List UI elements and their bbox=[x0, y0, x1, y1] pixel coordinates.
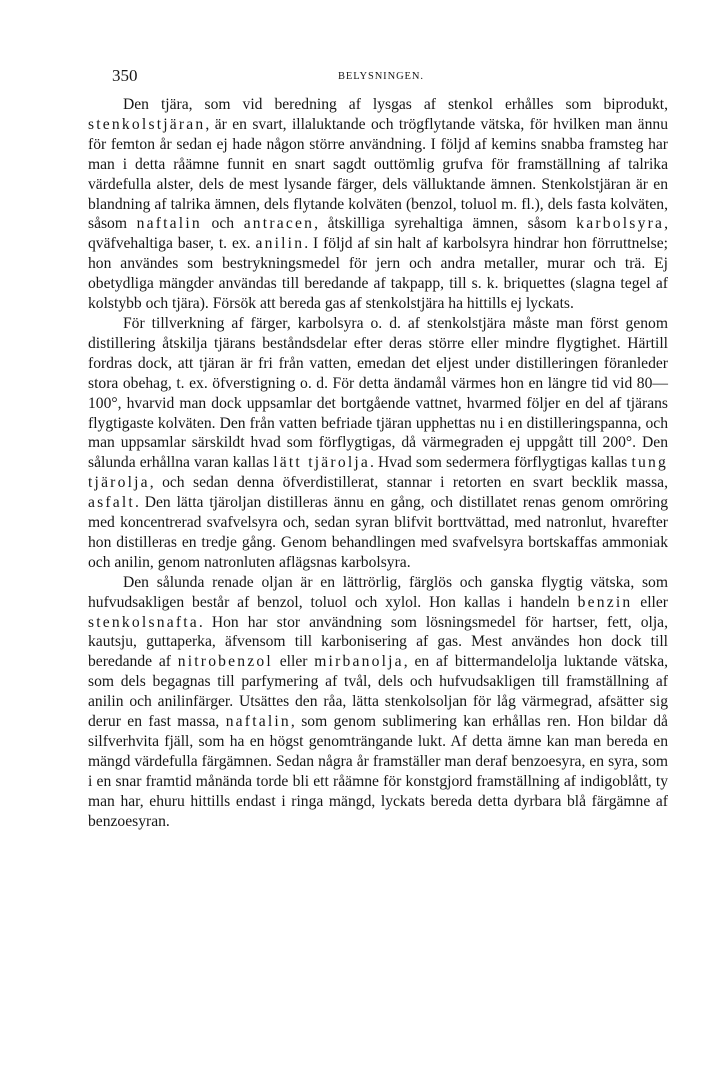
body-text bbox=[88, 95, 668, 832]
page-number: 350 bbox=[112, 66, 138, 85]
running-head bbox=[88, 66, 668, 88]
text-run: . Hon har stor användning som lösningsmedel för hartser, fett, olja, kautsju, guttaperka, äfvensom till karbonisering af gas. Mest användes hon dock till beredande af bbox=[88, 613, 668, 671]
text-run: , och sedan denna öfverdistillerat, stannar i retorten en svart becklik massa, bbox=[149, 474, 668, 492]
text-run: , åtskilliga syrehaltiga ämnen, såsom bbox=[314, 215, 577, 233]
text-run: , som genom sublimering kan erhållas ren. Hon bildar då silfverhvita fjäll, som ha en högst genomträngande lukt. Af detta ämne kan man bereda en mängd värdefulla färgämnen. Sedan några år framställer man deraf benzoesyra, en syra, som i en snar framtid månända torde bli ett råämne för konstgjord framställning af indigoblått, ty man har, ehuru hittills endast i ringa mängd, lyckats bereda detta dyrbara blå färgämne af benzoesyran. bbox=[88, 713, 668, 830]
emphasized-term: anilin bbox=[255, 235, 305, 253]
text-run: . I följd af sin halt af karbolsyra hindrar hon förruttnelse; hon användes som bestrykningsmedel för jern och andra metaller, murar och trä. Ej obetydliga mängder användas till beredande af takpapp, till s. k. briquettes (slagna tegel af kolstybb och tjära). Försök att bereda gas af stenkolstjära ha hittills ej lyckats. bbox=[88, 235, 668, 313]
text-run: eller bbox=[272, 653, 315, 671]
text-run: eller bbox=[632, 593, 668, 611]
text-run: . Den lätta tjäroljan distilleras ännu en gång, och distillatet renas genom omröring med koncentrerad svafvelsyra och, sedan syran blifvit borttvättad, med natronlut, hvarefter hon distilleras en tredje gång. Genom behandlingen med svafvelsyra bortskaffas ammoniak och anilin, genom natronluten aflägsnas karbolsyra. bbox=[88, 494, 668, 571]
emphasized-term: karbolsyra bbox=[576, 215, 665, 233]
emphasized-term: stenkolsnafta bbox=[88, 613, 199, 631]
text-run: . Hvad som sedermera förflygtigas kallas bbox=[370, 454, 632, 472]
emphasized-term: lätt tjärolja bbox=[273, 454, 371, 472]
text-run: och bbox=[201, 215, 244, 233]
paragraph-1 bbox=[88, 95, 668, 314]
paragraph-3 bbox=[88, 573, 668, 832]
book-page bbox=[88, 66, 668, 832]
emphasized-term: naftalin bbox=[225, 713, 291, 731]
paragraph-2 bbox=[88, 314, 668, 573]
text-run: För tillverkning af färger, karbolsyra o. d. af stenkolstjära måste man först genom distillering åtskilja tjärans beståndsdelar efter deras större eller mindre flygtighet. Härtill fordras dock, att tjäran är fri från vatten, emedan det eljest under distilleringen föranleder stora obehag, t. ex. öfverstigning o. d. För detta ändamål värmes hon en längre tid vid 80—100°, hvarvid man dock uppsamlar det bortgående vattnet, hvarmed följer en del af tjärans flygtigaste kolväten. Den från vatten befriade tjäran upphettas nu i en distilleringspanna, och man uppsamlar särskildt hvad som förflygtigas, då värmegraden ej uppgått till 200°. Den sålunda erhållna varan kallas bbox=[88, 314, 668, 472]
emphasized-term: naftalin bbox=[136, 215, 202, 233]
emphasized-term: stenkolstjäran bbox=[88, 115, 206, 133]
emphasized-term: tung tjärolja bbox=[88, 454, 668, 492]
text-run: , är en svart, illaluktande och trögflytande vätska, för hvilken man ännu för femton år sedan ej hade någon större användning. I följd af kemins snabba framsteg har man i detta råämne funnit en snart sagdt outtömlig grufva för framställning af talrika värdefulla alster, dels de mest lysande färger, dels välluktande ämnen. Stenkolstjäran är en blandning af talrika ämnen, dels flytande kolväten (benzol, toluol m. fl.), dels fasta kolväten, såsom bbox=[88, 115, 668, 233]
emphasized-term: nitrobenzol bbox=[177, 653, 273, 671]
emphasized-term: antracen bbox=[243, 215, 315, 233]
text-run: Den sålunda renade oljan är en lättrörlig, färglös och ganska flygtig vätska, som hufvudsakligen består af benzol, toluol och xylol. Hon kallas i handeln bbox=[88, 573, 668, 611]
text-run: Den tjära, som vid beredning af lysgas af stenkol erhålles som biprodukt, bbox=[123, 96, 668, 113]
emphasized-term: mirbanolja bbox=[314, 653, 404, 671]
emphasized-term: benzin bbox=[577, 593, 633, 611]
text-run: , qväfvehaltiga baser, t. ex. bbox=[88, 215, 668, 253]
emphasized-term: asfalt bbox=[88, 494, 135, 512]
chapter-title: BELYSNINGEN. bbox=[338, 71, 424, 82]
text-run: , en af bittermandelolja luktande vätska, som dels begagnas till parfymering af tvål, dels och hufvudsakligen till framställning af anilin och anilinfärger. Utsättes den råa, lätta stenkolsoljan för låg värmegrad, afsätter sig derur en fast massa, bbox=[88, 653, 669, 731]
